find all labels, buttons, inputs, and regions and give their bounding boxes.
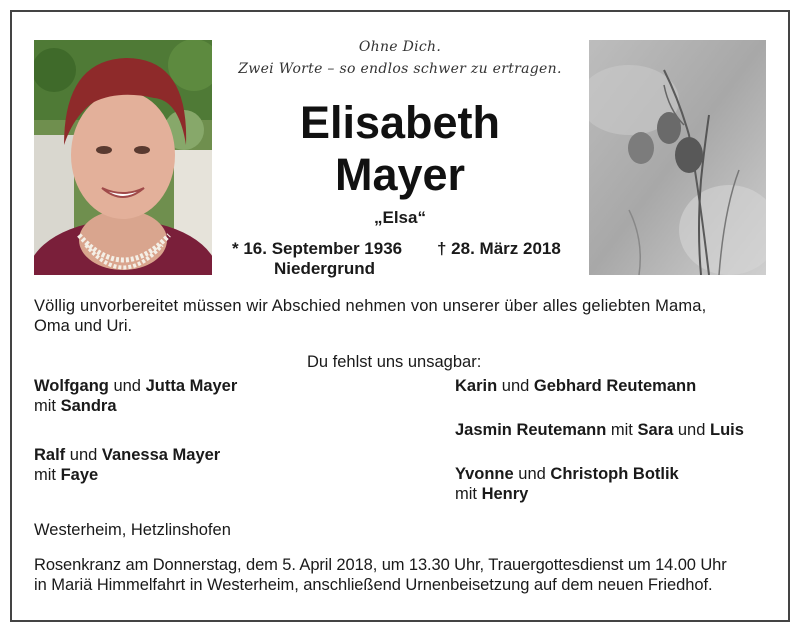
family-right-1: Karin und Gebhard Reutemann <box>455 377 697 395</box>
portrait-photo <box>34 40 212 275</box>
missed-line: Du fehlst uns unsagbar: <box>307 353 482 371</box>
family-left-2-child: mit Faye <box>34 466 99 484</box>
message-line-2: Oma und Uri. <box>34 317 133 335</box>
family-right-3: Yvonne und Christoph Botlik <box>455 465 679 483</box>
family-left-1: Wolfgang und Jutta Mayer <box>34 377 238 395</box>
first-name: Elisabeth <box>299 97 501 148</box>
family-right-3-child: mit Henry <box>455 485 529 503</box>
birth-date: * 16. September 1936 <box>232 239 403 258</box>
location-line: Westerheim, Hetzlinshofen <box>34 521 231 539</box>
quote-line-2: Zwei Worte – so endlos schwer zu ertragen. <box>238 61 562 77</box>
family-left-2: Ralf und Vanessa Mayer <box>34 446 221 464</box>
birthplace: Niedergrund <box>274 259 376 278</box>
service-line-1: Rosenkranz am Donnerstag, dem 5. April 2018, um 13.30 Uhr, Trauergottesdienst um 14.00 Uhr <box>34 556 727 574</box>
last-name: Mayer <box>334 149 466 200</box>
family-right-2: Jasmin Reutemann mit Sara und Luis <box>455 421 744 439</box>
nickname: „Elsa“ <box>374 208 426 227</box>
flower-photo <box>589 40 766 275</box>
service-line-2: in Mariä Himmelfahrt in Westerheim, anschließend Urnenbeisetzung auf dem neuen Friedhof. <box>34 576 713 594</box>
family-left-1-child: mit Sandra <box>34 397 117 415</box>
message-line-1: Völlig unvorbereitet müssen wir Abschied nehmen von unserer über alles geliebten Mama, <box>34 297 707 315</box>
death-date: † 28. März 2018 <box>437 239 561 258</box>
quote-line-1: Ohne Dich. <box>358 39 442 55</box>
